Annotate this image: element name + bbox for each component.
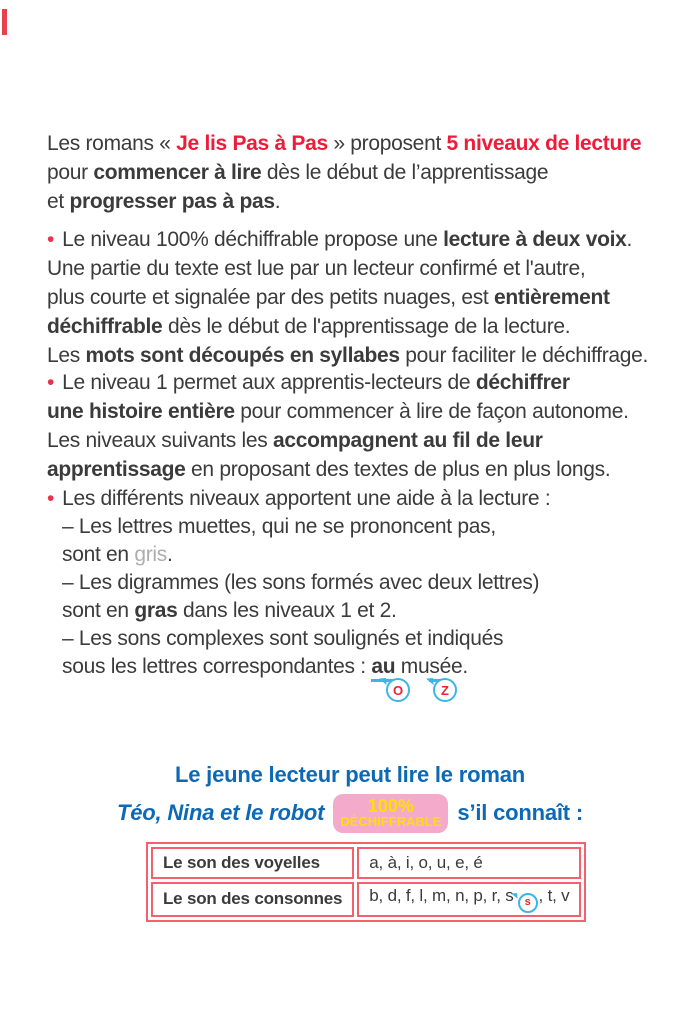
text-run: pour commencer à lire de façon autonome. (234, 400, 629, 423)
sounds-table (146, 842, 586, 922)
bold-text: lecture à deux voix (443, 228, 627, 251)
text-run: – Les digrammes (les sons formés avec deux lettres) (62, 571, 540, 594)
text-run: Une partie du texte est lue par un lecteur confirmé et l'autre, (47, 257, 586, 280)
text-line (47, 187, 672, 216)
bullet-icon: • (47, 371, 55, 394)
bold-text: apprentissage (47, 458, 186, 481)
text-line (47, 569, 672, 597)
text-run: et (47, 190, 70, 213)
heading-line-1: Le jeune lecteur peut lire le roman (175, 762, 525, 787)
bold-example-text: gras (134, 599, 178, 622)
text-line (47, 312, 672, 341)
text-line (47, 341, 672, 370)
text-run: » proposent (327, 132, 447, 155)
sound-bubble-s-icon (518, 893, 538, 913)
row-value: a, à, i, o, u, e, é (357, 847, 581, 879)
text-run: , t, v (538, 886, 570, 905)
table-row-consonants (151, 882, 581, 917)
heading-line-2 (0, 791, 700, 835)
text-line (47, 283, 672, 312)
text-run: sont en (62, 599, 135, 622)
text-run: . (626, 228, 633, 251)
row-label: Le son des voyelles (151, 847, 354, 879)
bold-text: commencer à lire (93, 161, 262, 184)
bold-text: mots sont découpés en syllabes (85, 344, 400, 367)
bullet-icon: • (47, 228, 55, 251)
bold-text: entièrement (494, 286, 610, 309)
gray-example-text: gris (134, 543, 167, 566)
text-run: Le niveau 100% déchiffrable propose une (62, 228, 444, 251)
badge-percent-text: 100% (367, 795, 414, 816)
text-line (47, 254, 672, 283)
bullet-paragraph-level-1 (47, 368, 672, 484)
badge-dechiffrable-text: DÉCHIFFRABLE (340, 813, 442, 829)
text-run: Le niveau 1 permet aux apprentis-lecteurs de (62, 371, 476, 394)
text-line (47, 426, 672, 455)
bullet-paragraph-level-100 (47, 225, 672, 370)
text-run: dans les niveaux 1 et 2. (177, 599, 397, 622)
text-line (47, 397, 672, 426)
bold-text: déchiffrable (47, 315, 163, 338)
underlined-sound-s: s (429, 655, 439, 682)
sound-bubble-z-icon (433, 678, 457, 702)
text-run: mu (395, 655, 430, 678)
heading-line-2-end: s’il connaît : (457, 800, 583, 825)
bullet-paragraph-reading-aids (47, 485, 672, 698)
text-line (47, 513, 672, 541)
reader-heading (0, 760, 700, 835)
series-title-text: Je lis Pas à Pas (176, 132, 328, 155)
page-corner-mark (2, 9, 7, 35)
text-line (47, 653, 672, 681)
text-run: dès le début de l’apprentissage (261, 161, 549, 184)
text-line (47, 129, 672, 158)
text-run: sous les lettres correspondantes : (62, 655, 372, 678)
book-title-italic: Téo, Nina et le robot (117, 800, 325, 825)
text-run: Les différents niveaux apportent une aide à la lecture : (62, 487, 551, 510)
text-line (47, 158, 672, 187)
text-line (47, 225, 672, 254)
text-line (47, 625, 672, 653)
text-line (47, 485, 672, 513)
text-run: Les romans « (47, 132, 177, 155)
text-run: . (166, 543, 173, 566)
text-line (47, 541, 672, 569)
text-run: – Les sons complexes sont soulignés et indiqués (62, 627, 504, 650)
dechiffrable-badge (333, 794, 448, 833)
table-row-vowels (151, 847, 581, 879)
text-line (47, 368, 672, 397)
text-run: pour (47, 161, 94, 184)
text-run: b, d, f, l, m, n, p, r, s (369, 886, 514, 905)
text-run: en proposant des textes de plus en plus longs. (185, 458, 611, 481)
row-label: Le son des consonnes (151, 882, 354, 917)
text-run: – Les lettres muettes, qui ne se prononcent pas, (62, 515, 496, 538)
text-run: . (274, 190, 281, 213)
text-run: Les (47, 344, 86, 367)
row-value (357, 882, 581, 917)
text-run: Les niveaux suivants les (47, 429, 273, 452)
bold-text: accompagnent au fil de leur (272, 429, 543, 452)
sound-letter: Z (441, 682, 449, 698)
levels-highlight-text: 5 niveaux de lecture (446, 132, 642, 155)
text-run: plus courte et signalée par des petits nuages, est (47, 286, 494, 309)
sound-letter: O (392, 682, 404, 698)
bold-text: progresser pas à pas (69, 190, 275, 213)
text-run: pour faciliter le déchiffrage. (399, 344, 649, 367)
sound-letter: s (524, 896, 531, 908)
text-run: dès le début de l'apprentissage de la lecture. (162, 315, 571, 338)
bullet-icon: • (47, 487, 55, 510)
sound-bubble-o-icon (386, 678, 410, 702)
underlined-sound-au: au (371, 655, 395, 682)
text-run: sont en (62, 543, 135, 566)
text-line (47, 597, 672, 625)
bold-text: une histoire entière (47, 400, 235, 423)
bold-text: déchiffrer (475, 371, 570, 394)
text-line (47, 455, 672, 484)
text-run: ée. (439, 655, 468, 678)
intro-paragraph (47, 129, 672, 216)
